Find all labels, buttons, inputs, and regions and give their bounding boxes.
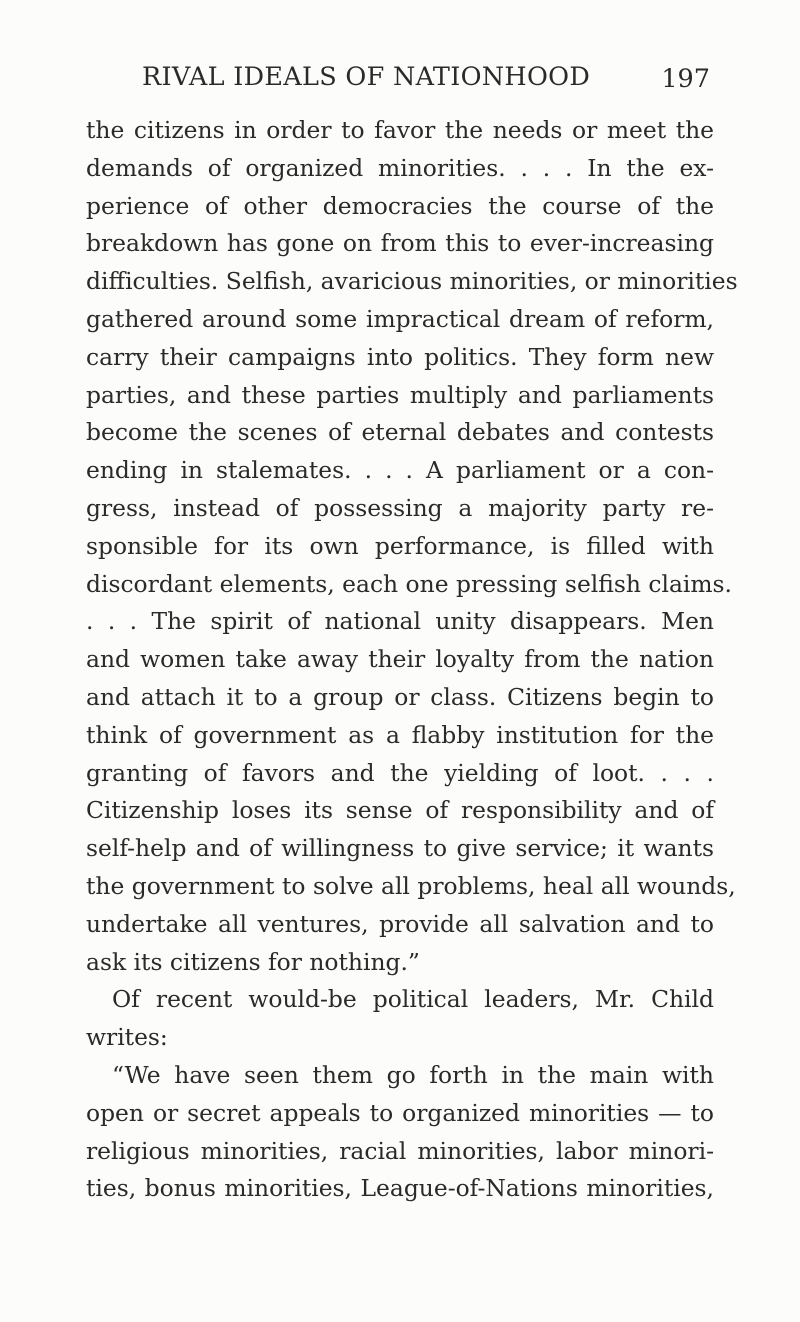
text-line: . . . The spirit of national unity disappears. Men [86, 607, 714, 636]
text-line: difficulties. Selfish, avaricious minorities, or minorities [86, 267, 738, 296]
text-line: the government to solve all problems, heal all wounds, [86, 871, 736, 900]
running-head [86, 62, 710, 98]
text-line: perience of other democracies the course of the [86, 191, 714, 220]
text-line: and women take away their loyalty from the nation [86, 645, 714, 674]
text-line: gathered around some impractical dream of reform, [86, 304, 714, 333]
text-line: sponsible for its own performance, is filled with [86, 531, 714, 560]
text-line: Citizenship loses its sense of responsibility and of [86, 796, 714, 825]
body-text [86, 112, 738, 1208]
text-line: “We have seen them go forth in the main with [112, 1060, 714, 1089]
text-line: breakdown has gone on from this to ever-increasing [86, 229, 714, 258]
text-line: carry their campaigns into politics. They form new [86, 342, 714, 371]
text-line: open or secret appeals to organized minorities — to [86, 1098, 714, 1127]
text-line: and attach it to a group or class. Citizens begin to [86, 682, 714, 711]
running-title: RIVAL IDEALS OF NATIONHOOD [142, 62, 591, 92]
text-line: writes: [86, 1023, 168, 1052]
text-line: gress, instead of possessing a majority party re- [86, 493, 714, 522]
text-line: ties, bonus minorities, League-of-Nations minorities, [86, 1174, 714, 1203]
page-number: 197 [661, 64, 710, 94]
text-line: religious minorities, racial minorities, labor minori- [86, 1136, 714, 1165]
text-line: ending in stalemates. . . . A parliament or a con- [86, 456, 714, 485]
text-line: parties, and these parties multiply and parliaments [86, 380, 714, 409]
text-line: discordant elements, each one pressing selfish claims. [86, 569, 732, 598]
text-line: the citizens in order to favor the needs or meet the [86, 116, 714, 144]
text-line: ask its citizens for nothing.” [86, 947, 420, 976]
text-line: Of recent would-be political leaders, Mr. Child [112, 985, 714, 1014]
text-line: granting of favors and the yielding of loot. . . . [86, 758, 714, 787]
text-line: demands of organized minorities. . . . In the ex- [86, 153, 714, 182]
text-line: become the scenes of eternal debates and contests [86, 418, 714, 447]
text-line: self-help and of willingness to give service; it wants [86, 834, 714, 863]
text-line: undertake all ventures, provide all salvation and to [86, 909, 714, 938]
text-line: think of government as a flabby institution for the [86, 720, 714, 749]
